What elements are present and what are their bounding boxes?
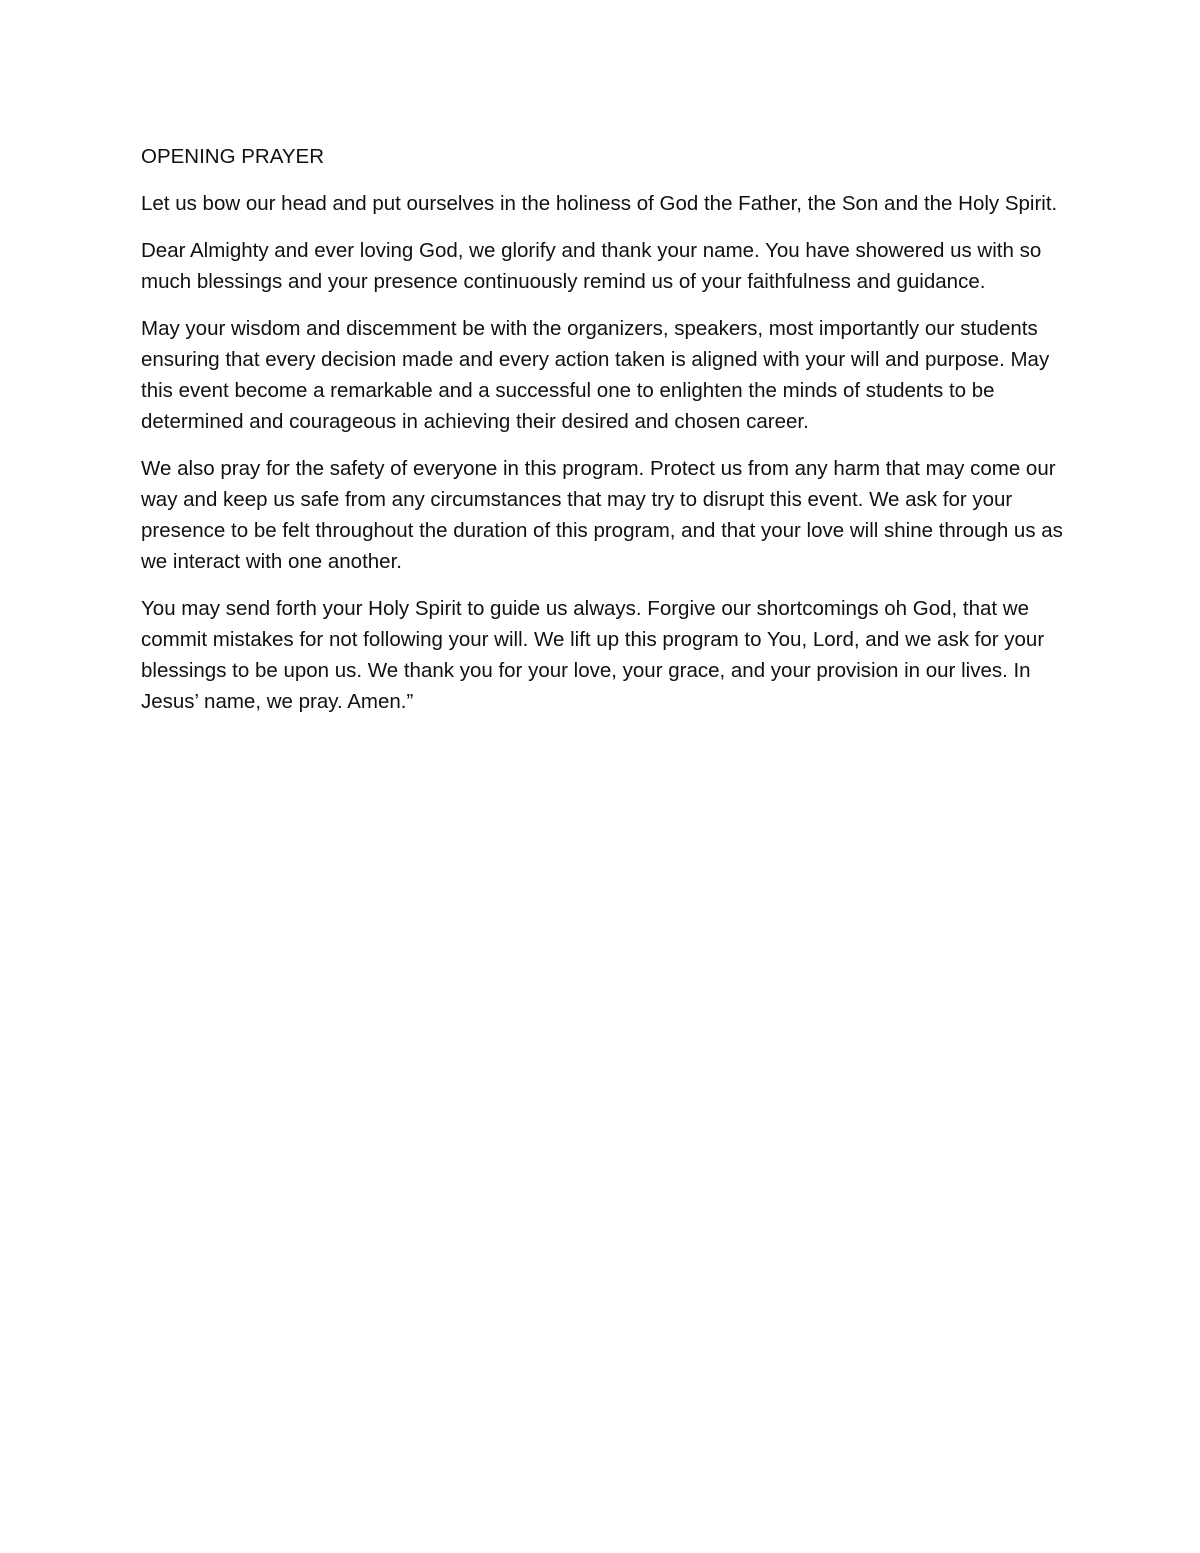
paragraph-wisdom: May your wisdom and discemment be with the organizers, speakers, most importantly our students ensuring that every decision made and every action taken is aligned with your will and purpose. May this event become a remarkable and a successful one to enlighten the minds of students to be determined and courageous in achieving their desired and chosen career. [141,317,1050,433]
paragraph-opening: Let us bow our head and put ourselves in the holiness of God the Father, the Son and the Holy Spirit. [141,192,1058,215]
paragraph-praise: Dear Almighty and ever loving God, we glorify and thank your name. You have showered us with so much blessings and your presence continuously remind us of your faithfulness and guidance. [141,239,1042,293]
document-body [141,141,1066,733]
paragraph-safety: We also pray for the safety of everyone in this program. Protect us from any harm that may come our way and keep us safe from any circumstances that may try to disrupt this event. We ask for your presence to be felt throughout the duration of this program, and that your love will shine through us as we interact with one another. [141,457,1063,573]
paragraph-closing: You may send forth your Holy Spirit to guide us always. Forgive our shortcomings oh God, that we commit mistakes for not following your will. We lift up this program to You, Lord, and we ask for your blessings to be upon us. We thank you for your love, your grace, and your provision in our lives. In Jesus’ name, we pray. Amen.” [141,597,1045,713]
document-title: OPENING PRAYER [141,145,325,168]
